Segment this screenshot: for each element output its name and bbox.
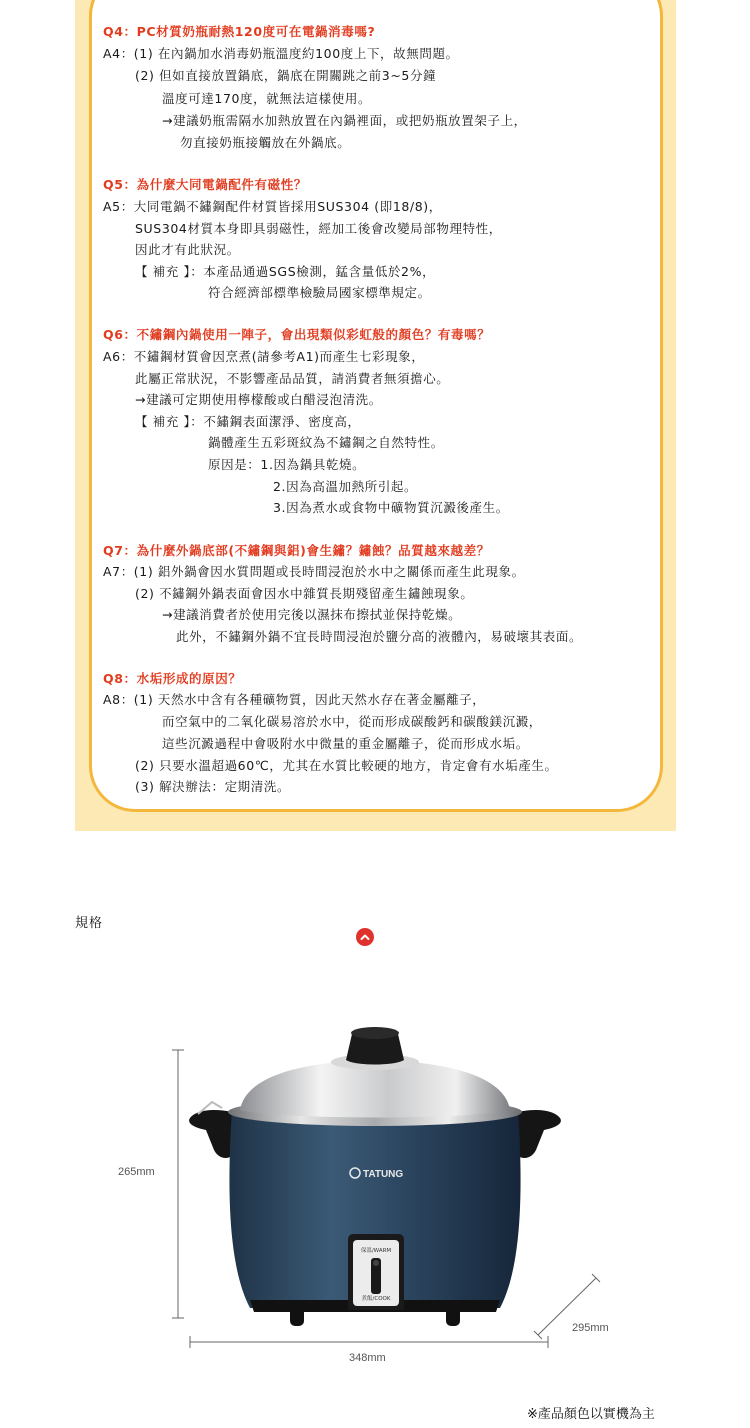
faq-answer-line: (2) 不鏽鋼外鍋表面會因水中雜質長期殘留產生鏽蝕現象。: [135, 586, 474, 601]
faq-answer-line: →建議消費者於使用完後以濕抹布擦拭並保持乾燥。: [162, 607, 462, 622]
collapse-toggle-button[interactable]: [356, 928, 374, 946]
faq-answer-line: 鍋體產生五彩斑紋為不鏽鋼之自然特性。: [208, 435, 444, 450]
faq-answer-line: 符合經濟部標準檢驗局國家標準規定。: [208, 285, 431, 300]
height-dimension-label: 265mm: [118, 1166, 155, 1178]
faq-answer-line: 溫度可達170度，就無法這樣使用。: [162, 91, 372, 106]
depth-dimension-label: 295mm: [572, 1322, 609, 1334]
faq-answer-line: 2.因為高溫加熱所引起。: [273, 479, 418, 494]
faq-answer-line: 此外，不鏽鋼外鍋不宜長時間浸泡於鹽分高的液體內，易破壞其表面。: [176, 629, 583, 644]
faq-answer-line: 3.因為煮水或食物中礦物質沉澱後產生。: [273, 500, 509, 515]
faq-answer-line: 此屬正常狀況，不影響產品品質，請消費者無須擔心。: [135, 371, 450, 386]
faq-answer-line: A6：不鏽鋼材質會因烹煮(請參考A1)而產生七彩現象，: [103, 349, 425, 364]
faq-question-q5: Q5：為什麼大同電鍋配件有磁性？: [103, 177, 307, 192]
faq-answer-line: A5：大同電鍋不鏽鋼配件材質皆採用SUS304 (即18/8)，: [103, 199, 442, 214]
faq-answer-line: 這些沉澱過程中會吸附水中微量的重金屬離子，從而形成水垢。: [162, 736, 529, 751]
faq-answer-line: →建議可定期使用檸檬酸或白醋浸泡清洗。: [135, 392, 382, 407]
faq-question-q8: Q8：水垢形成的原因？: [103, 671, 242, 686]
faq-answer-line: 而空氣中的二氧化碳易溶於水中，從而形成碳酸鈣和碳酸鎂沉澱，: [162, 714, 542, 729]
faq-answer-line: 因此才有此狀況。: [135, 242, 240, 257]
faq-answer-line: (2) 只要水溫超過60℃，尤其在水質比較硬的地方，肯定會有水垢產生。: [135, 758, 558, 773]
faq-answer-line: SUS304材質本身即具弱磁性，經加工後會改變局部物理特性，: [135, 221, 502, 236]
cook-label: 煮飯/COOK: [361, 1296, 391, 1302]
faq-answer-line: 勿直接奶瓶接觸放在外鍋底。: [180, 135, 351, 150]
faq-answer-line: 【 補充 】：本產品通過SGS檢測，錳含量低於2%，: [135, 264, 436, 279]
color-disclaimer-note: ※產品顏色以實機為主: [527, 1407, 655, 1422]
faq-answer-line: (2) 但如直接放置鍋底，鍋底在開關跳之前3~5分鐘: [135, 68, 437, 83]
faq-question-q4: Q4：PC材質奶瓶耐熱120度可在電鍋消毒嗎?: [103, 24, 376, 39]
warm-label: 保溫/WARM: [360, 1248, 392, 1254]
faq-answer-line: →建議奶瓶需隔水加熱放置在內鍋裡面，或把奶瓶放置架子上，: [162, 113, 527, 128]
faq-answer-line: (3) 解決辦法：定期清洗。: [135, 779, 291, 794]
chevron-up-icon: [360, 933, 370, 941]
faq-answer-line: A7：(1) 鋁外鍋會因水質問題或長時間浸泡於水中之關係而產生此現象。: [103, 564, 525, 579]
faq-question-q7: Q7：為什麼外鍋底部(不鏽鋼與鋁)會生鏽？鏽蝕？品質越來越差？: [103, 543, 490, 558]
faq-answer-line: A4：(1) 在內鍋加水消毒奶瓶溫度約100度上下，故無問題。: [103, 46, 459, 61]
rice-cooker-illustration: [0, 1010, 750, 1370]
faq-answer-line: A8：(1) 天然水中含有各種礦物質，因此天然水存在著金屬離子，: [103, 692, 486, 707]
faq-question-q6: Q6：不鏽鋼內鍋使用一陣子，會出現類似彩虹般的顏色？有毒嗎？: [103, 327, 491, 342]
width-dimension-label: 348mm: [349, 1352, 386, 1364]
spec-section-title: 規格: [75, 916, 104, 931]
brand-logo-text: TATUNG: [363, 1169, 404, 1180]
faq-answer-line: 原因是：1.因為鍋具乾燒。: [208, 457, 366, 472]
faq-answer-line: 【 補充 】：不鏽鋼表面潔淨、密度高，: [135, 414, 361, 429]
